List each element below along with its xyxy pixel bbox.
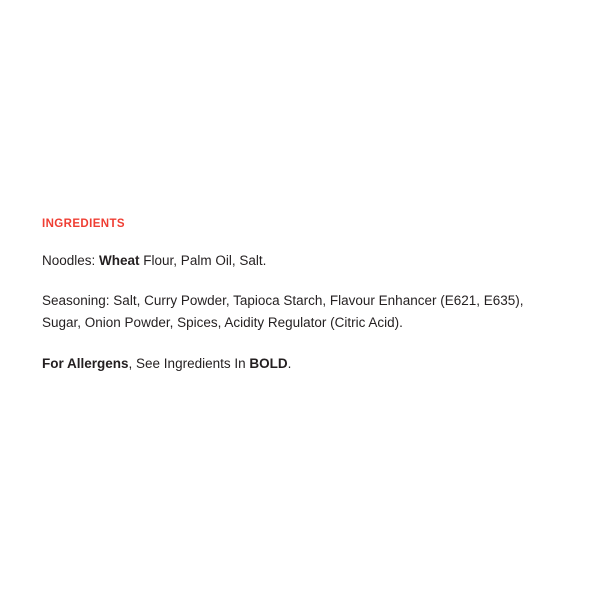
noodles-allergen-wheat: Wheat [99, 252, 140, 268]
allergen-notice-mid-text: , See Ingredients In [128, 356, 250, 372]
ingredients-content [42, 218, 562, 375]
page-title: INGREDIENTS [42, 218, 125, 230]
allergen-notice-bold-word: BOLD [249, 356, 288, 372]
seasoning-text: Seasoning: Salt, Curry Powder, Tapioca Starch, Flavour Enhancer (E621, E635), Sugar, Onion Powder, Spices, Acidity Regulator (Citric Acid). [42, 292, 524, 330]
ingredients-noodles-paragraph [42, 250, 562, 272]
noodles-rest-text: Flour, Palm Oil, Salt. [139, 252, 267, 268]
allergen-notice-paragraph [42, 353, 562, 375]
ingredients-seasoning-paragraph [42, 290, 562, 334]
allergen-notice-period: . [287, 356, 292, 372]
noodles-label-text: Noodles: [42, 252, 100, 268]
allergen-notice-label: For Allergens [42, 356, 129, 372]
